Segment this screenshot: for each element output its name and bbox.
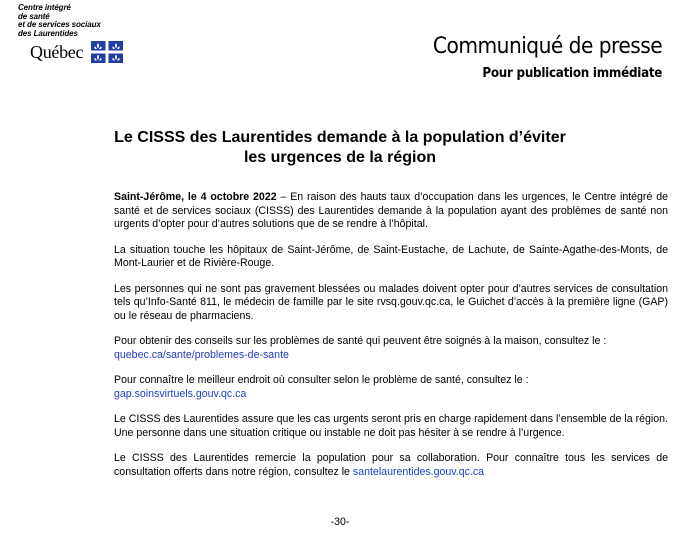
headline-line-2: les urgences de la région [243, 149, 437, 166]
press-release-title: Communiqué de presse [432, 34, 662, 59]
cisss-logo [6, 4, 123, 63]
paragraph-intro-text: – En raison des hauts taux d’occupation dans les urgences, le Centre intégré de santé et de services sociaux (CISSS) des Laurentides demande à la population ayant des problèmes de santé non urgents d’opter pour d’autres solutions que de se rendre à l’hôpital. [114, 191, 668, 230]
fleur-de-lis-flag-icon [91, 41, 123, 63]
paragraph-thanks [114, 452, 668, 479]
org-name-line: et de services sociaux [18, 20, 101, 29]
headline [60, 128, 620, 168]
dateline: Saint-Jérôme, le 4 octobre 2022 [114, 191, 277, 203]
paragraph-alternatives: Les personnes qui ne sont pas gravement blessées ou malades doivent opter pour d’autres services de consultation tels qu’Info-Santé 811, le médecin de famille par le site rvsq.gouv.qc.ca, le Guichet d’accès à la première ligne (GAP) ou le réseau de pharmaciens. [114, 282, 668, 322]
paragraph-gap-text: Pour connaître le meilleur endroit où consulter selon le problème de santé, consultez le : [114, 374, 529, 386]
press-release-header [413, 34, 662, 82]
paragraph-home-care-text: Pour obtenir des conseils sur les problèmes de santé qui peuvent être soignés à la maison, consultez le : [114, 335, 607, 347]
paragraph-thanks-text: Le CISSS des Laurentides remercie la population pour sa collaboration. Pour connaître tous les services de consultation offerts dans notre région, consultez le [114, 452, 668, 478]
link-gap[interactable]: gap.soinsvirtuels.gouv.qc.ca [114, 387, 247, 400]
link-santelaurentides[interactable]: santelaurentides.gouv.qc.ca [352, 465, 485, 478]
paragraph-urgent-cases: Le CISSS des Laurentides assure que les cas urgents seront pris en charge rapidement dans l’ensemble de la région. Une personne dans une situation critique ou instable ne doit pas hésiter à se rendre à l’urgence. [114, 413, 668, 439]
headline-line-1: Le CISSS des Laurentides demande à la population d’éviter [114, 129, 566, 146]
paragraph-gap [114, 374, 668, 401]
paragraph-home-care [114, 335, 668, 362]
org-name-line: Centre intégré [18, 3, 71, 12]
paragraph-hospitals: La situation touche les hôpitaux de Saint-Jérôme, de Saint-Eustache, de Lachute, de Sainte-Agathe-des-Monts, de Mont-Laurier et de Rivière-Rouge. [114, 243, 668, 269]
end-marker: -30- [330, 516, 350, 528]
org-name-line: des Laurentides [18, 28, 78, 38]
publication-notice: Pour publication immédiate [482, 66, 662, 81]
press-body [114, 191, 668, 491]
paragraph-intro [114, 191, 668, 232]
org-name-line: de santé [18, 11, 50, 21]
link-quebec-sante[interactable]: quebec.ca/sante/problemes-de-sante [114, 348, 289, 361]
quebec-wordmark: Québec [30, 42, 84, 62]
